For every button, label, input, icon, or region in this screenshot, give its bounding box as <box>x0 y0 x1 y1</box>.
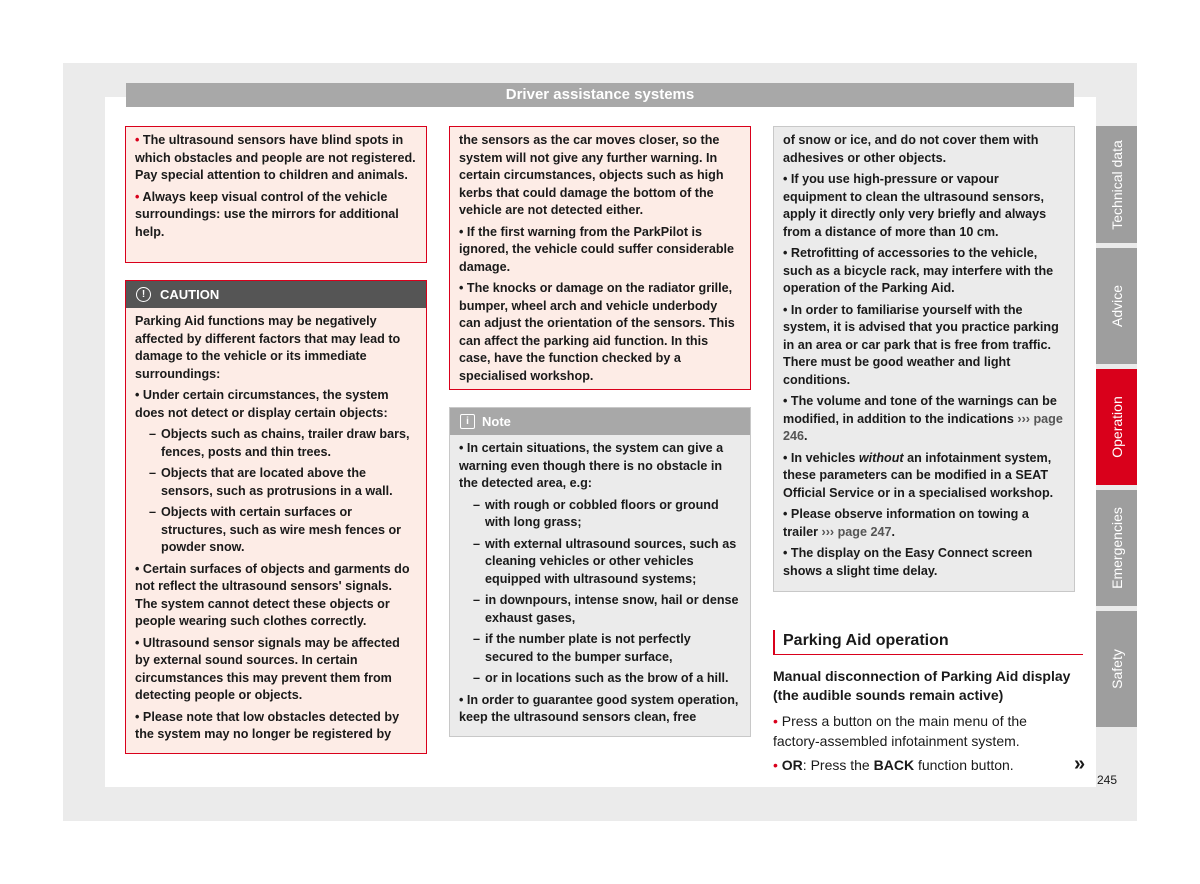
page-header: Driver assistance systems <box>126 83 1074 107</box>
page-link[interactable]: ››› page 247 <box>821 524 892 539</box>
note-sublist <box>459 497 741 688</box>
note-subitem: – in downpours, intense snow, hail or dense exhaust gases, <box>473 592 741 627</box>
note-subitem: – with rough or cobbled floors or ground with long grass; <box>473 497 741 532</box>
note-item: • Please observe information on towing a trailer ››› page 247. <box>783 507 1029 539</box>
note-item: • In vehicles without an infotainment system, these parameters can be modified in a SEAT Official Service or in a specialised workshop. <box>783 450 1054 500</box>
note-box-continued <box>773 126 1075 592</box>
tab-emergencies[interactable]: Emergencies <box>1096 490 1137 606</box>
note-item: • In order to familiarise yourself with the system, it is advised that you practice parking in an area or car park that is free from traffic. There must be good weather and light conditions. <box>783 302 1059 387</box>
caution-item: • Certain surfaces of objects and garments do not reflect the ultrasound sensors' signals. The system cannot detect these objects or people wearing such clothes correctly. <box>135 561 410 628</box>
note-item: • The display on the Easy Connect screen shows a slight time delay. <box>783 546 1033 578</box>
section-subhead: Manual disconnection of Parking Aid display (the audible sounds remain active) <box>773 668 1071 703</box>
warning-item: • Always keep visual control of the vehicle surroundings: use the mirrors for additional help. <box>135 189 399 239</box>
note-item: • In certain situations, the system can give a warning even though there is no obstacle in the detected area, e.g: <box>459 441 724 490</box>
note-header: i Note <box>450 408 750 435</box>
caution-intro: Parking Aid functions may be negatively affected by different factors that may lead to damage to the vehicle or its immediate surroundings: <box>135 314 401 381</box>
caution-subitem: – Objects that are located above the sensors, such as protrusions in a wall. <box>149 465 417 500</box>
tab-advice[interactable]: Advice <box>1096 248 1137 364</box>
note-item: • If you use high-pressure or vapour equipment to clean the ultrasound sensors, apply it directly only very briefly and always from a distance of more than 10 cm. <box>783 172 1047 239</box>
caution-header: ! CAUTION <box>126 281 426 308</box>
warning-text: the sensors as the car moves closer, so the system will not give any further warning. In certain circumstances, objects such as high kerbs that could damage the bottom of the vehicle are not detected either. <box>459 133 724 217</box>
continued-arrow-icon: » <box>1074 753 1086 775</box>
info-circle-icon: ! <box>136 287 151 302</box>
caution-sublist <box>135 426 417 557</box>
warning-box-1 <box>125 126 427 263</box>
tab-safety[interactable]: Safety <box>1096 611 1137 727</box>
note-subitem: – or in locations such as the brow of a hill. <box>473 670 741 688</box>
note-subitem: – if the number plate is not perfectly secured to the bumper surface, <box>473 631 741 666</box>
note-item: • Retrofitting of accessories to the vehicle, such as a bicycle rack, may interfere with the operation of the Parking Aid. <box>783 246 1054 295</box>
caution-box <box>125 280 427 754</box>
caution-item: • Please note that low obstacles detected by the system may no longer be registered by <box>135 709 400 741</box>
warning-item: • The knocks or damage on the radiator grille, bumper, wheel arch and vehicle underbody can adjust the orientation of the sensors. This can affect the parking aid function. In this case, have the function checked by a specialised workshop. <box>459 281 735 383</box>
note-box <box>449 407 751 737</box>
tab-operation[interactable]: Operation <box>1096 369 1137 485</box>
section-title: Parking Aid operation <box>773 630 1083 655</box>
warning-item: • The ultrasound sensors have blind spots in which obstacles and people are not registered. Pay special attention to children and animals. <box>135 133 416 182</box>
warning-box-2 <box>449 126 751 390</box>
warning-item: • If the first warning from the ParkPilot is ignored, the vehicle could suffer considerable damage. <box>459 224 735 274</box>
page-link[interactable]: ››› page 246 <box>783 411 1063 443</box>
note-item: • In order to guarantee good system operation, keep the ultrasound sensors clean, free <box>459 692 739 724</box>
page-number: 245 <box>1097 773 1118 787</box>
step-item: • Press a button on the main menu of the factory-assembled infotainment system. <box>773 713 1027 749</box>
note-subitem: – with external ultrasound sources, such as cleaning vehicles or other vehicles equipped with ultrasound systems; <box>473 536 741 589</box>
caution-subitem: – Objects with certain surfaces or structures, such as wire mesh fences or powder snow. <box>149 504 417 557</box>
tab-technical-data[interactable]: Technical data <box>1096 126 1137 243</box>
caution-item: • Under certain circumstances, the system does not detect or display certain objects: <box>135 388 389 420</box>
caution-subitem: – Objects such as chains, trailer draw bars, fences, posts and thin trees. <box>149 426 417 461</box>
note-text: of snow or ice, and do not cover them with adhesives or other objects. <box>783 133 1039 165</box>
step-item: • OR: Press the BACK function button. <box>773 757 1014 773</box>
caution-item: • Ultrasound sensor signals may be affected by external sound sources. In certain circumstances this may prevent them from detecting people or objects. <box>135 635 400 702</box>
note-item: • The volume and tone of the warnings can be modified, in addition to the indications ››› page 246. <box>783 394 1063 443</box>
info-icon: i <box>460 414 475 429</box>
